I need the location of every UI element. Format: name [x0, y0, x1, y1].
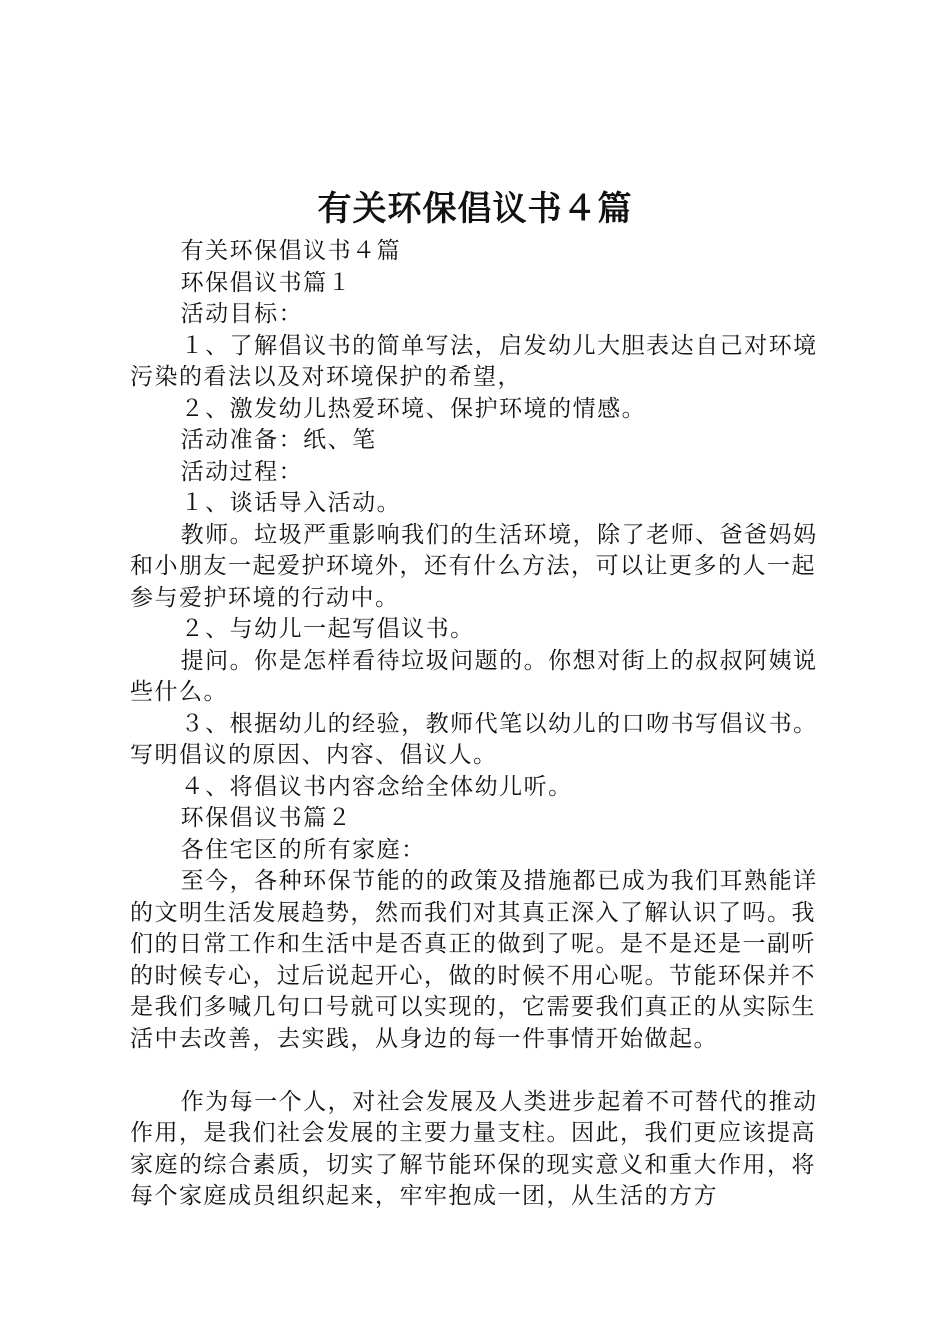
paragraph: １、谈话导入活动。	[180, 490, 402, 516]
paragraph: 提问。你是怎样看待垃圾问题的。你想对街上的叔叔阿姨说些什么。	[130, 647, 818, 705]
paragraph: 活动目标：	[180, 301, 304, 327]
paragraph: ３、根据幼儿的经验，教师代笔以幼儿的口吻书写倡议书。写明倡议的原因、内容、倡议人。	[130, 710, 818, 768]
paragraph: ２、与幼儿一起写倡议书。	[180, 616, 475, 642]
paragraph: 活动准备：纸、笔	[180, 427, 377, 453]
paragraph: 各住宅区的所有家庭：	[180, 836, 426, 863]
document-body	[130, 236, 830, 1213]
blank-line	[130, 1055, 830, 1087]
paragraph: ４、将倡议书内容念给全体幼儿听。	[180, 773, 573, 800]
document-title: 有关环保倡议书４篇	[317, 189, 633, 229]
section-heading-2: 环保倡议书篇２	[180, 805, 353, 831]
paragraph: 至今，各种环保节能的的政策及措施都已成为我们耳熟能详的文明生活发展趋势，然而我们对其真正深入了解认识了吗。我们的日常工作和生活中是否真正的做到了呢。是不是还是一副听的时候专心，过后说起开心，做的时候不用心呢。节能环保并不是我们多喊几句口号就可以实现的，它需要我们真正的从实际生活中去改善，去实践，从身边的每一件事情开始做起。	[130, 868, 818, 1052]
paragraph: 有关环保倡议书４篇	[180, 238, 402, 264]
section-heading-1: 环保倡议书篇１	[180, 269, 353, 296]
paragraph: ２、激发幼儿热爱环境、保护环境的情感。	[180, 395, 647, 422]
paragraph: 活动过程：	[180, 458, 304, 485]
paragraph: １、了解倡议书的简单写法，启发幼儿大胆表达自己对环境污染的看法以及对环境保护的希望，	[130, 332, 818, 390]
paragraph: 作为每一个人，对社会发展及人类进步起着不可替代的推动作用，是我们社会发展的主要力量支柱。因此，我们更应该提高家庭的综合素质，切实了解节能环保的现实意义和重大作用，将每个家庭成员组织起来，牢牢抱成一团，从生活的方方	[130, 1088, 818, 1209]
paragraph: 教师。垃圾严重影响我们的生活环境，除了老师、爸爸妈妈和小朋友一起爱护环境外，还有什么方法，可以让更多的人一起参与爱护环境的行动中。	[130, 521, 818, 611]
